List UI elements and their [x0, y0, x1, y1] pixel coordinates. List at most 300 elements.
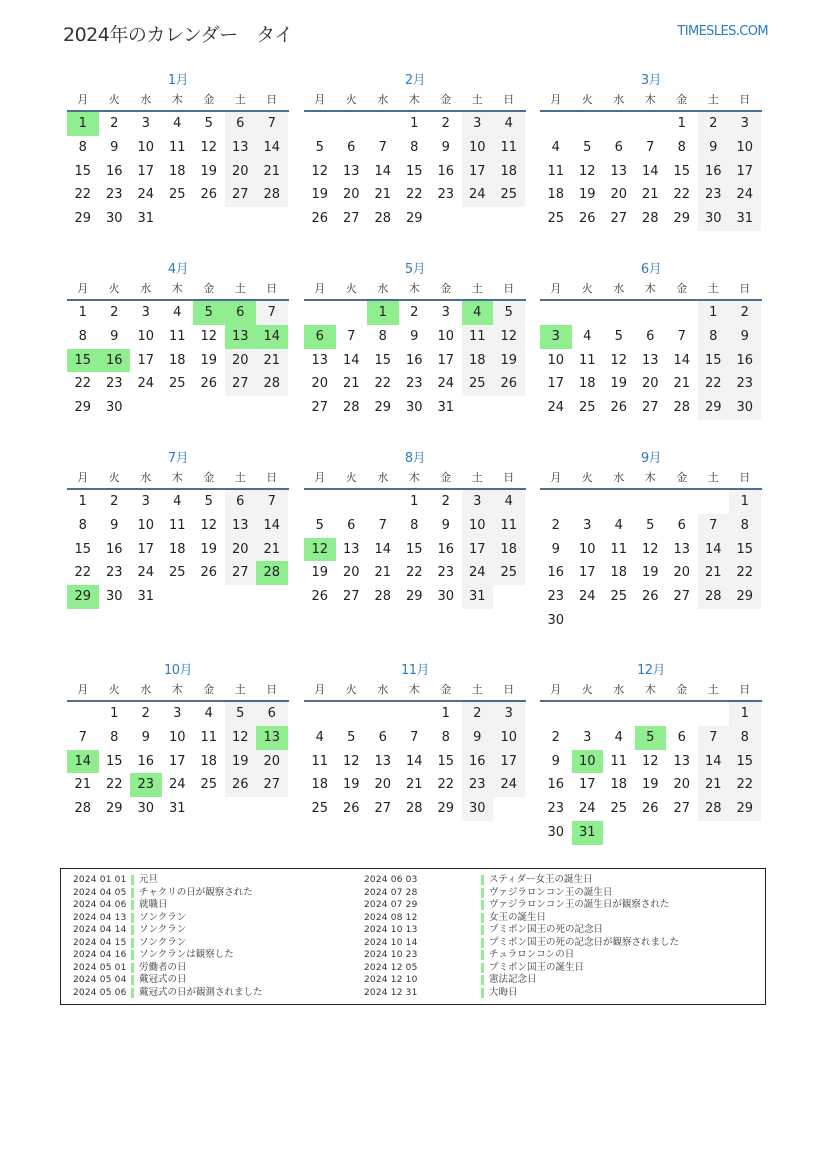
day-cell: 22 — [729, 773, 761, 797]
holiday-date: 2024 01 01 — [73, 875, 127, 885]
page-title: 2024年のカレンダー タイ — [63, 24, 293, 46]
day-cell: 4 — [173, 494, 182, 509]
day-cell: 31 — [462, 585, 494, 609]
month-name: 3月 — [640, 73, 662, 88]
day-cell: 18 — [168, 541, 186, 557]
day-cell: 23 — [105, 187, 123, 203]
day-cell: 27 — [225, 183, 257, 207]
weekday-label: 水 — [377, 282, 389, 295]
weekday-label: 火 — [345, 683, 357, 696]
day-cell: 28 — [256, 372, 288, 396]
weekday-label: 水 — [613, 683, 625, 696]
holiday-day-cell: 15 — [67, 349, 99, 373]
day-cell: 7 — [347, 328, 356, 344]
holiday-marker — [481, 900, 484, 910]
weekday-label: 月 — [77, 683, 89, 696]
weekday-label: 月 — [314, 282, 326, 295]
day-cell: 27 — [641, 400, 659, 416]
weekday-label: 金 — [676, 93, 688, 106]
day-cell: 6 — [256, 702, 288, 726]
holiday-marker — [131, 913, 134, 923]
weekday-label: 月 — [550, 282, 562, 295]
day-cell: 30 — [547, 824, 565, 840]
weekday-header — [304, 468, 526, 490]
weekday-label: 水 — [140, 282, 152, 295]
day-cell: 30 — [105, 211, 123, 227]
day-cell: 17 — [137, 352, 155, 368]
day-cell: 27 — [342, 211, 360, 227]
day-cell: 18 — [200, 753, 218, 769]
day-cell: 5 — [225, 702, 257, 726]
day-cell: 28 — [374, 211, 392, 227]
day-cell: 17 — [437, 352, 455, 368]
day-cell: 30 — [729, 396, 761, 420]
day-grid — [67, 112, 289, 231]
empty-cell — [635, 301, 667, 325]
day-cell: 7 — [256, 301, 288, 325]
day-cell: 23 — [698, 183, 730, 207]
holiday-marker — [131, 963, 134, 973]
holiday-day-cell: 23 — [130, 773, 162, 797]
day-cell: 26 — [641, 589, 659, 605]
day-cell: 24 — [462, 183, 494, 207]
empty-cell — [304, 490, 336, 514]
holiday-day-cell: 5 — [193, 301, 225, 325]
day-cell: 7 — [646, 139, 655, 155]
day-cell: 30 — [547, 612, 565, 628]
holiday-date: 2024 12 05 — [364, 962, 418, 973]
day-cell: 19 — [578, 187, 596, 203]
day-cell: 6 — [614, 139, 623, 155]
empty-cell — [399, 702, 431, 726]
day-cell: 31 — [437, 400, 455, 416]
month-6 — [540, 261, 762, 420]
empty-cell — [540, 490, 572, 514]
day-cell: 13 — [342, 163, 360, 179]
day-cell: 15 — [673, 163, 691, 179]
day-cell: 24 — [493, 773, 525, 797]
day-cell: 24 — [547, 400, 565, 416]
day-cell: 2 — [110, 305, 119, 320]
day-cell: 7 — [698, 726, 730, 750]
weekday-label: 土 — [234, 471, 246, 484]
day-cell: 12 — [641, 541, 659, 557]
day-cell: 30 — [137, 801, 155, 817]
day-cell: 16 — [547, 565, 565, 581]
holiday-name: 就職日 — [139, 899, 168, 910]
day-cell: 5 — [493, 301, 525, 325]
day-cell: 18 — [610, 565, 628, 581]
day-cell: 5 — [315, 139, 324, 155]
day-cell: 25 — [493, 183, 525, 207]
day-cell: 4 — [315, 729, 324, 745]
day-cell: 26 — [578, 211, 596, 227]
day-cell: 8 — [110, 729, 119, 745]
day-cell: 26 — [641, 801, 659, 817]
day-cell: 19 — [200, 163, 218, 179]
day-cell: 30 — [698, 207, 730, 231]
day-cell: 11 — [311, 753, 329, 769]
day-cell: 5 — [646, 517, 655, 533]
weekday-label: 日 — [266, 282, 278, 295]
holiday-marker — [131, 975, 134, 985]
day-cell: 24 — [578, 589, 596, 605]
day-cell: 6 — [378, 729, 387, 745]
day-cell: 27 — [374, 801, 392, 817]
day-cell: 25 — [578, 400, 596, 416]
day-cell: 11 — [462, 325, 494, 349]
day-cell: 3 — [583, 729, 592, 745]
weekday-label: 土 — [707, 471, 719, 484]
day-cell: 24 — [578, 801, 596, 817]
weekday-label: 木 — [171, 683, 183, 696]
empty-cell — [666, 702, 698, 726]
day-cell: 16 — [698, 160, 730, 184]
day-cell: 3 — [729, 112, 761, 136]
empty-cell — [572, 301, 604, 325]
day-cell: 11 — [610, 753, 628, 769]
day-cell: 26 — [225, 773, 257, 797]
day-cell: 15 — [374, 352, 392, 368]
day-cell: 17 — [137, 541, 155, 557]
weekday-label: 土 — [707, 282, 719, 295]
day-cell: 28 — [256, 183, 288, 207]
weekday-label: 木 — [408, 683, 420, 696]
day-cell: 29 — [374, 400, 392, 416]
weekday-label: 土 — [471, 683, 483, 696]
day-cell: 11 — [168, 517, 186, 533]
weekday-label: 金 — [440, 282, 452, 295]
holiday-day-cell: 13 — [256, 726, 288, 750]
day-cell: 1 — [78, 305, 87, 320]
day-cell: 2 — [410, 305, 419, 320]
holiday-date: 2024 07 29 — [364, 900, 418, 910]
day-cell: 12 — [200, 328, 218, 344]
month-name: 1月 — [167, 73, 189, 88]
day-cell: 9 — [729, 325, 761, 349]
month-7 — [67, 450, 289, 609]
day-cell: 12 — [342, 753, 360, 769]
day-cell: 1 — [410, 494, 419, 509]
weekday-label: 火 — [345, 471, 357, 484]
holiday-marker — [131, 938, 134, 948]
weekday-label: 木 — [171, 471, 183, 484]
weekday-label: 月 — [314, 471, 326, 484]
day-grid — [304, 112, 526, 231]
day-cell: 29 — [729, 585, 761, 609]
day-cell: 22 — [105, 777, 123, 793]
day-cell: 11 — [168, 328, 186, 344]
weekday-label: 水 — [140, 683, 152, 696]
weekday-label: 金 — [440, 471, 452, 484]
day-cell: 8 — [441, 729, 450, 745]
day-cell: 26 — [493, 372, 525, 396]
day-cell: 29 — [105, 801, 123, 817]
month-8 — [304, 450, 526, 609]
day-cell: 23 — [462, 773, 494, 797]
day-cell: 4 — [551, 139, 560, 155]
empty-cell — [336, 490, 368, 514]
weekday-label: 火 — [581, 683, 593, 696]
holiday-date: 2024 10 23 — [364, 950, 418, 960]
day-cell: 30 — [405, 400, 423, 416]
day-cell: 12 — [578, 163, 596, 179]
day-cell: 7 — [410, 729, 419, 745]
day-cell: 25 — [168, 187, 186, 203]
holiday-name: ソンクラン — [139, 924, 187, 935]
weekday-header — [540, 468, 762, 490]
empty-cell — [603, 702, 635, 726]
empty-cell — [666, 490, 698, 514]
holiday-marker — [481, 963, 484, 973]
month-12 — [540, 662, 762, 845]
day-cell: 27 — [342, 589, 360, 605]
day-cell: 8 — [677, 139, 686, 155]
day-cell: 7 — [256, 112, 288, 136]
day-cell: 25 — [547, 211, 565, 227]
day-cell: 24 — [729, 183, 761, 207]
day-cell: 20 — [225, 538, 257, 562]
day-cell: 16 — [462, 750, 494, 774]
day-cell: 23 — [437, 565, 455, 581]
weekday-label: 日 — [739, 683, 751, 696]
day-cell: 22 — [74, 376, 92, 392]
day-cell: 17 — [547, 376, 565, 392]
weekday-label: 日 — [503, 93, 515, 106]
day-cell: 4 — [204, 706, 213, 721]
day-cell: 14 — [374, 163, 392, 179]
day-cell: 22 — [698, 372, 730, 396]
day-cell: 27 — [225, 561, 257, 585]
day-cell: 12 — [493, 325, 525, 349]
day-cell: 30 — [437, 589, 455, 605]
day-cell: 14 — [405, 753, 423, 769]
empty-cell — [603, 301, 635, 325]
day-cell: 14 — [256, 136, 288, 160]
day-cell: 3 — [141, 305, 150, 320]
day-cell: 7 — [256, 490, 288, 514]
holiday-marker — [481, 988, 484, 998]
day-cell: 29 — [405, 589, 423, 605]
holiday-name: ソンクラン — [139, 936, 187, 948]
day-cell: 3 — [462, 490, 494, 514]
holiday-marker — [481, 925, 484, 935]
day-cell: 18 — [493, 538, 525, 562]
day-cell: 14 — [256, 514, 288, 538]
day-grid — [540, 702, 762, 845]
day-cell: 31 — [729, 207, 761, 231]
day-cell: 20 — [225, 349, 257, 373]
day-cell: 2 — [441, 116, 450, 131]
day-cell: 7 — [378, 517, 387, 533]
day-cell: 10 — [462, 514, 494, 538]
day-cell: 2 — [110, 494, 119, 509]
weekday-label: 水 — [140, 93, 152, 106]
day-cell: 27 — [673, 801, 691, 817]
day-cell: 4 — [614, 517, 623, 533]
day-cell: 17 — [168, 753, 186, 769]
day-cell: 19 — [342, 777, 360, 793]
day-cell: 20 — [374, 777, 392, 793]
weekday-label: 金 — [203, 471, 215, 484]
weekday-label: 金 — [676, 471, 688, 484]
weekday-label: 土 — [234, 683, 246, 696]
holiday-name: ソンクラン — [139, 911, 187, 923]
weekday-label: 金 — [203, 93, 215, 106]
day-cell: 1 — [729, 702, 761, 726]
holiday-name: 女王の誕生日 — [489, 911, 547, 923]
day-cell: 10 — [437, 328, 455, 344]
day-cell: 26 — [311, 211, 329, 227]
day-cell: 2 — [551, 517, 560, 533]
day-cell: 11 — [493, 514, 525, 538]
day-cell: 10 — [729, 136, 761, 160]
day-cell: 8 — [410, 517, 419, 533]
day-grid — [304, 490, 526, 609]
day-cell: 18 — [578, 376, 596, 392]
day-cell: 23 — [547, 801, 565, 817]
day-cell: 17 — [578, 777, 596, 793]
month-name: 7月 — [167, 451, 189, 466]
holiday-date: 2024 08 12 — [364, 912, 418, 923]
empty-cell — [540, 702, 572, 726]
holiday-marker — [481, 975, 484, 985]
day-cell: 30 — [105, 589, 123, 605]
day-cell: 25 — [610, 589, 628, 605]
day-cell: 8 — [78, 517, 87, 533]
weekday-header — [67, 680, 289, 702]
day-cell: 11 — [200, 729, 218, 745]
day-cell: 21 — [256, 160, 288, 184]
day-cell: 17 — [578, 565, 596, 581]
day-cell: 6 — [677, 729, 686, 745]
day-cell: 12 — [200, 517, 218, 533]
weekday-header — [67, 468, 289, 490]
weekday-label: 土 — [471, 471, 483, 484]
day-cell: 7 — [378, 139, 387, 155]
holiday-marker — [131, 925, 134, 935]
day-cell: 8 — [729, 514, 761, 538]
weekday-label: 土 — [471, 282, 483, 295]
holiday-date: 2024 12 31 — [364, 987, 418, 998]
day-cell: 10 — [137, 517, 155, 533]
empty-cell — [304, 112, 336, 136]
day-cell: 20 — [342, 187, 360, 203]
brand-logo-text[interactable]: TIMESLES.COM — [677, 24, 768, 39]
holiday-day-cell: 10 — [572, 750, 604, 774]
day-cell: 15 — [729, 750, 761, 774]
weekday-label: 金 — [440, 683, 452, 696]
day-cell: 28 — [698, 797, 730, 821]
empty-cell — [304, 702, 336, 726]
day-cell: 13 — [673, 753, 691, 769]
weekday-label: 土 — [471, 93, 483, 106]
day-cell: 2 — [462, 702, 494, 726]
holiday-date: 2024 10 13 — [364, 925, 418, 935]
holiday-day-cell: 31 — [572, 821, 604, 845]
day-cell: 17 — [462, 160, 494, 184]
day-cell: 21 — [374, 187, 392, 203]
weekday-label: 木 — [408, 93, 420, 106]
weekday-label: 土 — [707, 683, 719, 696]
weekday-label: 日 — [503, 683, 515, 696]
day-cell: 6 — [347, 139, 356, 155]
holiday-name: ソンクランは観察した — [139, 949, 234, 960]
empty-cell — [635, 112, 667, 136]
day-cell: 20 — [673, 565, 691, 581]
day-cell: 20 — [610, 187, 628, 203]
day-cell: 7 — [677, 328, 686, 344]
month-2 — [304, 72, 526, 231]
weekday-label: 水 — [377, 93, 389, 106]
weekday-label: 火 — [581, 93, 593, 106]
day-cell: 9 — [462, 726, 494, 750]
day-cell: 18 — [168, 163, 186, 179]
day-cell: 8 — [78, 139, 87, 155]
day-cell: 13 — [225, 136, 257, 160]
day-cell: 2 — [551, 729, 560, 745]
day-cell: 8 — [78, 328, 87, 344]
day-cell: 10 — [578, 541, 596, 557]
month-11 — [304, 662, 526, 821]
day-cell: 23 — [547, 589, 565, 605]
month-name: 10月 — [163, 663, 193, 678]
day-cell: 22 — [729, 561, 761, 585]
weekday-label: 水 — [377, 471, 389, 484]
weekday-label: 木 — [644, 683, 656, 696]
day-cell: 27 — [311, 400, 329, 416]
day-cell: 9 — [551, 541, 560, 557]
day-cell: 19 — [641, 777, 659, 793]
day-cell: 16 — [105, 163, 123, 179]
day-cell: 10 — [547, 352, 565, 368]
day-cell: 25 — [610, 801, 628, 817]
day-cell: 8 — [698, 325, 730, 349]
day-cell: 26 — [311, 589, 329, 605]
weekday-label: 月 — [314, 683, 326, 696]
day-cell: 21 — [256, 349, 288, 373]
day-cell: 25 — [200, 777, 218, 793]
holiday-marker — [481, 875, 484, 885]
holiday-date: 2024 05 01 — [73, 962, 127, 973]
empty-cell — [698, 702, 730, 726]
holiday-name: プミポン国王の死の記念日 — [489, 924, 604, 935]
empty-cell — [603, 112, 635, 136]
day-cell: 16 — [547, 777, 565, 793]
holiday-marker — [481, 950, 484, 960]
day-cell: 30 — [105, 400, 123, 416]
month-5 — [304, 261, 526, 420]
day-cell: 31 — [168, 801, 186, 817]
month-name: 12月 — [636, 663, 666, 678]
weekday-label: 月 — [550, 683, 562, 696]
day-cell: 10 — [137, 139, 155, 155]
day-cell: 20 — [311, 376, 329, 392]
day-cell: 24 — [437, 376, 455, 392]
day-cell: 12 — [311, 163, 329, 179]
day-cell: 9 — [441, 139, 450, 155]
empty-cell — [572, 702, 604, 726]
day-cell: 28 — [74, 801, 92, 817]
day-cell: 29 — [698, 396, 730, 420]
day-cell: 26 — [342, 801, 360, 817]
weekday-header — [304, 279, 526, 301]
holiday-marker — [481, 938, 484, 948]
holiday-day-cell: 14 — [67, 750, 99, 774]
day-cell: 21 — [641, 187, 659, 203]
day-cell: 7 — [78, 729, 87, 745]
day-cell: 24 — [137, 376, 155, 392]
